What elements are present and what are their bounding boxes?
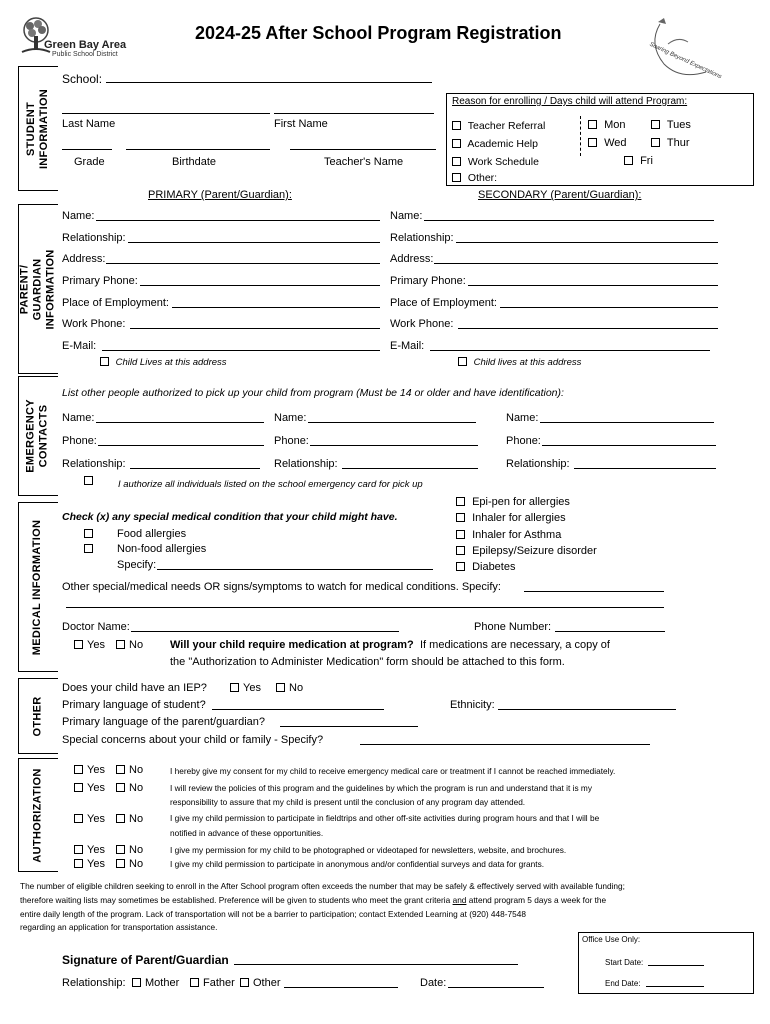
iep-yes[interactable]: Yes [230,682,261,694]
primary-email-input[interactable] [102,340,380,351]
medical-epilepsy[interactable]: Epilepsy/Seizure disorder [456,545,597,561]
auth-text-1: I hereby give my consent for my child to receive emergency medical care or treatment if I cannot be reached immediately. [170,766,616,776]
authorization-section-label: AUTHORIZATION [31,767,44,863]
checkbox[interactable] [651,120,660,129]
teacher-field[interactable] [290,139,436,150]
medical-section-label-wrap [18,502,58,672]
grade-label: Grade [74,156,105,168]
day-fri[interactable]: Fri [624,155,653,167]
office-start-date-input[interactable] [648,956,704,966]
emergency-contact-2 [274,412,478,481]
logo-line1: Green Bay Area [44,39,127,51]
primary-address-input[interactable] [106,253,380,264]
checkbox[interactable] [100,357,109,366]
day-tues[interactable]: Tues [651,119,691,131]
secondary-lives-here[interactable]: Child lives at this address [458,357,581,368]
medical-section-label: MEDICAL INFORMATION [31,519,44,655]
auth-text-3b: notified in advance of these opportunities. [170,828,324,838]
footer-note-2: therefore waiting lists may sometimes be established. Preference will be given to students who meet the grant criteria and attend program 5 days a week for the [20,895,607,905]
emergency-relationship-row[interactable]: Relationship: [506,458,716,481]
checkbox[interactable] [452,139,461,148]
emergency-name-row[interactable]: Name: [506,412,716,435]
day-wed[interactable]: Wed [588,137,626,149]
auth-row-5-no[interactable]: No [116,858,143,870]
school-label: School: [62,72,103,86]
checkbox[interactable] [74,765,83,774]
primary-name-input[interactable] [96,210,380,221]
medical-food-allergies[interactable]: Food allergies [84,528,186,540]
student-section-label: STUDENT INFORMATION [25,88,50,169]
checkbox[interactable] [240,978,249,987]
auth-row-4-no[interactable]: No [116,844,143,856]
auth-text-2a: I will review the policies of this program and the guidelines by which the program is run and understand that it is my [170,783,592,793]
authorization-section-label-wrap [18,758,58,872]
authorize-pickup-checkbox-wrap[interactable] [84,475,97,487]
secondary-workphone-input[interactable] [458,318,718,329]
emergency-phone-input[interactable] [310,435,478,446]
primary-lives-here[interactable]: Child Lives at this address [100,357,227,368]
secondary-field-row[interactable]: Work Phone: [390,318,718,340]
emergency-phone-row[interactable]: Phone: [506,435,716,458]
concerns-label: Special concerns about your child or family - Specify? [62,734,324,746]
footer-relationship-label: Relationship: [62,977,126,989]
emergency-section-label-wrap [18,376,58,496]
primary-relationship-input[interactable] [128,232,380,243]
secondary-field-row[interactable]: Primary Phone: [390,275,718,297]
primary-field-row[interactable]: E-Mail: [62,340,380,362]
checkbox[interactable] [132,978,141,987]
secondary-email-input[interactable] [430,340,710,351]
primary-workphone-input[interactable] [130,318,380,329]
secondary-field-row[interactable]: Name: [390,210,718,232]
reason-work-schedule[interactable]: Work Schedule [452,156,539,168]
auth-row-1-yes[interactable]: Yes [74,764,105,776]
student-language-input[interactable] [212,699,384,710]
checkbox[interactable] [116,765,125,774]
medication-question: Will your child require medication at program? [170,639,414,651]
medical-other-needs-input[interactable] [524,581,664,592]
checkbox[interactable] [74,814,83,823]
secondary-field-row[interactable]: E-Mail: [390,340,718,362]
first-name-label: First Name [274,118,328,130]
emergency-phone-row[interactable]: Phone: [274,435,478,458]
checkbox[interactable] [588,120,597,129]
doctor-phone-label: Phone Number: [474,621,552,633]
checkbox[interactable] [190,978,199,987]
primary-field-row[interactable]: Work Phone: [62,318,380,340]
office-end-date-input[interactable] [646,977,704,987]
medical-check-title: Check (x) any special medical condition that your child might have. [62,511,398,523]
emergency-phone-row[interactable]: Phone: [62,435,264,458]
medication-no[interactable]: No [116,639,143,651]
checkbox[interactable] [116,814,125,823]
footer-note-4: regarding an application for transportation assistance. [20,922,218,932]
checkbox[interactable] [230,683,239,692]
footer-note-3: entire daily length of the program. Lack of transportation will not be a barrier to participation; contact Extended Learning at (920) 448-7548 [20,909,526,919]
emergency-name-row[interactable]: Name: [274,412,478,435]
emergency-phone-input[interactable] [98,435,264,446]
primary-field-row[interactable]: Relationship: [62,232,380,254]
checkbox[interactable] [116,845,125,854]
parent-language-label: Primary language of the parent/guardian? [62,716,266,728]
checkbox[interactable] [452,157,461,166]
date-label: Date: [420,977,447,989]
secondary-field-row[interactable]: Relationship: [390,232,718,254]
primary-title: PRIMARY (Parent/Guardian): [148,189,292,201]
emergency-section-label: EMERGENCY CONTACTS [25,399,50,473]
checkbox[interactable] [84,476,93,485]
checkbox[interactable] [116,783,125,792]
checkbox[interactable] [456,497,465,506]
student-section-label-wrap [18,66,58,191]
emergency-contact-1 [62,412,264,481]
birthdate-label: Birthdate [172,156,217,168]
checkbox[interactable] [74,845,83,854]
checkbox[interactable] [456,530,465,539]
medical-other-needs-label: Other special/medical needs OR signs/symptoms to watch for medical conditions. Specify: [62,581,501,593]
medical-inhaler-allergies[interactable]: Inhaler for allergies [456,512,597,528]
secondary-address-input[interactable] [434,253,718,264]
emergency-phone-input[interactable] [542,435,716,446]
relationship-other[interactable]: Other [240,977,281,989]
secondary-name-input[interactable] [424,210,714,221]
auth-row-1-no[interactable]: No [116,764,143,776]
secondary-phone-input[interactable] [468,275,718,286]
parent-language-input[interactable] [280,716,418,727]
checkbox[interactable] [116,859,125,868]
medication-yes[interactable]: Yes [74,639,105,651]
secondary-fields [390,210,718,362]
page-title: 2024-25 After School Program Registration [195,23,562,43]
checkbox[interactable] [624,156,633,165]
medical-right-list [456,496,597,577]
reason-title: Reason for enrolling / Days child will attend Program: [452,96,688,107]
first-name-field[interactable] [274,103,434,114]
ethnicity-input[interactable] [498,699,676,710]
last-name-field[interactable] [62,103,270,114]
auth-text-2b: responsibility to assure that my child is present until the conclusion of any program day attended. [170,797,526,807]
auth-text-4: I give my permission for my child to be photographed or videotaped for newsletters, website, and brochures. [170,845,567,855]
iep-question: Does your child have an IEP? [62,682,207,694]
checkbox[interactable] [651,138,660,147]
student-language-label: Primary language of student? [62,699,206,711]
auth-row-2-yes[interactable]: Yes [74,782,105,794]
reason-teacher-referral[interactable]: Teacher Referral [452,120,545,132]
reason-academic-help[interactable]: Academic Help [452,138,538,150]
other-section-label: OTHER [31,696,44,736]
relationship-other-input[interactable] [284,977,398,988]
auth-row-4-yes[interactable]: Yes [74,844,105,856]
doctor-name-input[interactable] [131,621,399,632]
emergency-name-input[interactable] [540,412,714,423]
auth-text-3a: I give my child permission to participate in fieldtrips and other off-site activities during program hours and that I will be [170,813,600,823]
office-start-date-label: Start Date: [605,958,644,967]
emergency-name-input[interactable] [96,412,264,423]
medical-specify-input[interactable] [157,559,433,570]
checkbox[interactable] [456,562,465,571]
primary-field-row[interactable]: Name: [62,210,380,232]
checkbox[interactable] [276,683,285,692]
emergency-relationship-input[interactable] [342,458,478,469]
birthdate-field[interactable] [126,139,270,150]
medication-note-1: If medications are necessary, a copy of [420,639,610,651]
office-end-date-label: End Date: [605,979,641,988]
grade-field[interactable] [62,139,112,150]
signature-label: Signature of Parent/Guardian [62,953,229,967]
primary-field-row[interactable]: Address: [62,253,380,275]
emergency-name-row[interactable]: Name: [62,412,264,435]
emergency-intro: List other people authorized to pick up your child from program (Must be 14 or older and have identification): [62,387,564,399]
signature-input[interactable] [234,954,518,965]
emergency-relationship-input[interactable] [130,458,260,469]
checkbox[interactable] [84,544,93,553]
medical-nonfood-allergies[interactable]: Non-food allergies [84,543,206,555]
checkbox[interactable] [74,783,83,792]
date-input[interactable] [448,977,544,988]
secondary-field-row[interactable]: Place of Employment: [390,297,718,319]
emergency-name-input[interactable] [308,412,476,423]
checkbox[interactable] [588,138,597,147]
checkbox[interactable] [74,640,83,649]
medical-inhaler-asthma[interactable]: Inhaler for Asthma [456,529,597,545]
parent-section-label: PARENT/ GUARDIAN INFORMATION [18,248,57,330]
doctor-name-label: Doctor Name: [62,621,130,633]
emergency-contact-3 [506,412,716,481]
primary-employment-input[interactable] [172,297,380,308]
medical-other-needs-input-2[interactable] [66,597,664,608]
doctor-phone-input[interactable] [555,621,665,632]
emergency-relationship-row[interactable]: Relationship: [274,458,478,481]
reason-other[interactable]: Other: [452,172,497,184]
iep-no[interactable]: No [276,682,303,694]
medical-diabetes[interactable]: Diabetes [456,561,597,577]
relationship-father[interactable]: Father [190,977,235,989]
logo-line2: Public School District [52,51,118,58]
auth-row-3-yes[interactable]: Yes [74,813,105,825]
checkbox[interactable] [74,859,83,868]
medical-epipen[interactable]: Epi-pen for allergies [456,496,597,512]
checkbox[interactable] [458,357,467,366]
relationship-mother[interactable]: Mother [132,977,179,989]
ethnicity-label: Ethnicity: [450,699,495,711]
secondary-title: SECONDARY (Parent/Guardian): [478,189,642,201]
checkbox[interactable] [456,513,465,522]
concerns-input[interactable] [360,734,650,745]
office-use-title: Office Use Only: [582,935,641,944]
district-logo [18,16,138,62]
teacher-label: Teacher's Name [324,156,404,168]
other-section-label-wrap [18,678,58,754]
emergency-relationship-input[interactable] [574,458,716,469]
primary-field-row[interactable]: Primary Phone: [62,275,380,297]
secondary-relationship-input[interactable] [456,232,718,243]
day-mon[interactable]: Mon [588,119,625,131]
checkbox[interactable] [116,640,125,649]
checkbox[interactable] [84,529,93,538]
stamp-text: Soaring Beyond Expectations [648,41,723,81]
auth-text-5: I give my child permission to participate in anonymous and/or confidential surveys and data for grants. [170,859,545,869]
last-name-label: Last Name [62,118,116,130]
reason-divider [580,116,581,156]
auth-row-2-no[interactable]: No [116,782,143,794]
authorize-pickup-text: I authorize all individuals listed on the school emergency card for pick up [118,479,423,490]
footer-note-1: The number of eligible children seeking to enroll in the After School program often exceeds the number that may be safely & effectively served with available funding; [20,881,625,891]
parent-section-label-wrap [18,204,58,374]
auth-row-3-no[interactable]: No [116,813,143,825]
auth-row-5-yes[interactable]: Yes [74,858,105,870]
checkbox[interactable] [452,121,461,130]
day-thur[interactable]: Thur [651,137,689,149]
program-stamp [640,14,723,84]
primary-fields [62,210,380,362]
checkbox[interactable] [456,546,465,555]
primary-field-row[interactable]: Place of Employment: [62,297,380,319]
secondary-field-row[interactable]: Address: [390,253,718,275]
medical-specify-row[interactable]: Specify: [117,559,433,571]
checkbox[interactable] [452,173,461,182]
secondary-employment-input[interactable] [500,297,718,308]
medication-note-2: the "Authorization to Administer Medication" form should be attached to this form. [170,656,565,668]
school-field[interactable] [106,72,432,83]
primary-phone-input[interactable] [140,275,380,286]
emergency-relationship-row[interactable]: Relationship: [62,458,264,481]
